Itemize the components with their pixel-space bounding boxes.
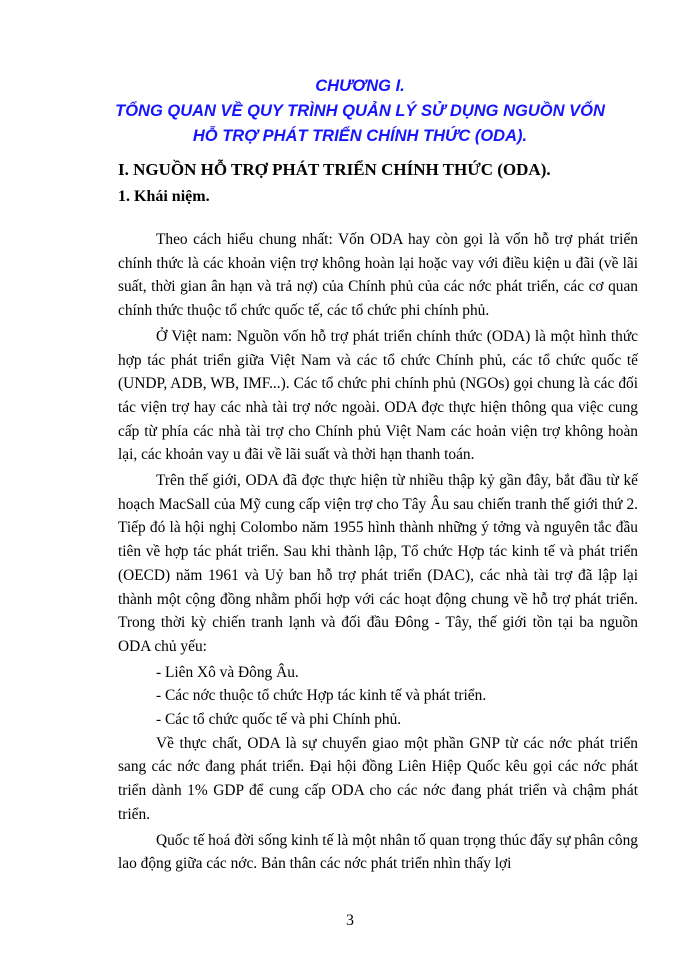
list-item: - Các tổ chức quốc tế và phi Chính phủ. — [156, 711, 402, 729]
paragraph: Ở Việt nam: Nguồn vốn hỗ trợ phát triển chính thức (ODA) là một hình thức hợp tác phát triển giữa Việt Nam và các tổ chức Chính phủ, các tổ chức quốc tế (UNDP, ADB, WB, IMF...). Các tổ chức phi chính phủ (NGOs) gọi chung là các đối tác viện trợ hay các nhà tài trợ nớc ngoài. ODA đợc thực hiện thông qua việc cung cấp từ phía các nhà tài trợ cho Chính phủ Việt Nam các hoản viện trợ không hoàn lại, các khoản vay u đãi về lãi suất và thời hạn thanh toán. — [118, 327, 638, 464]
page-number: 3 — [346, 912, 354, 929]
chapter-title-line-1: TỔNG QUAN VỀ QUY TRÌNH QUẢN LÝ SỬ DỤNG NGUỒN VỐN — [115, 102, 605, 120]
body-text — [118, 228, 638, 878]
chapter-label: CHƯƠNG I. — [315, 77, 405, 95]
paragraph: Về thực chất, ODA là sự chuyển giao một phần GNP từ các nớc phát triển sang các nớc đang phát triển. Đại hội đồng Liên Hiệp Quốc kêu gọi các nớc phát triển dành 1% GDP để cung cấp ODA cho các nớc đang phát triển và chậm phát triển. — [118, 734, 638, 823]
paragraph: Trên thế giới, ODA đã đợc thực hiện từ nhiều thập kỷ gần đây, bắt đầu từ kế hoạch MacSall của Mỹ cung cấp viện trợ cho Tây Âu sau chiến tranh thế giới thứ 2. Tiếp đó là hội nghị Colombo năm 1955 hình thành những ý tởng và nguyên tắc đầu tiên về hợp tác phát triển. Sau khi thành lập, Tổ chức Hợp tác kinh tế và phát triển (OECD) năm 1961 và Uỷ ban hỗ trợ phát triển (DAC), các nhà tài trợ đã lập lại thành một cộng đồng nhằm phối hợp với các hoạt động chung về hỗ trợ phát triển. Trong thời kỳ chiến tranh lạnh và đối đầu Đông - Tây, thế giới tồn tại ba nguồn ODA chủ yếu: — [118, 472, 638, 655]
chapter-title-line-2: HỖ TRỢ PHÁT TRIỂN CHÍNH THỨC (ODA). — [192, 127, 528, 145]
list-item: - Các nớc thuộc tổ chức Hợp tác kinh tế và phát triển. — [156, 687, 487, 705]
paragraph: Quốc tế hoá đời sống kinh tế là một nhân tố quan trọng thúc đẩy sự phân công lao động giữa các nớc. Bản thân các nớc phát triển nhìn thấy lợi — [118, 831, 638, 873]
chapter-title-block — [60, 74, 660, 149]
list-item: - Liên Xô và Đông Âu. — [156, 663, 299, 681]
paragraph: Theo cách hiểu chung nhất: Vốn ODA hay còn gọi là vốn hỗ trợ phát triển chính thức là các khoản viện trợ không hoàn lại hoặc vay với điều kiện u đãi (về lãi suất, thời gian ân hạn và trả nợ) của Chính phủ của các nớc phát triển, các cơ quan chính thức thuộc tổ chức quốc tế, các tổ chức phi chính phủ. — [118, 231, 638, 320]
sub-heading: 1. Khái niệm. — [118, 188, 210, 205]
section-heading: I. NGUỒN HỖ TRỢ PHÁT TRIỂN CHÍNH THỨC (ODA). — [118, 160, 551, 179]
